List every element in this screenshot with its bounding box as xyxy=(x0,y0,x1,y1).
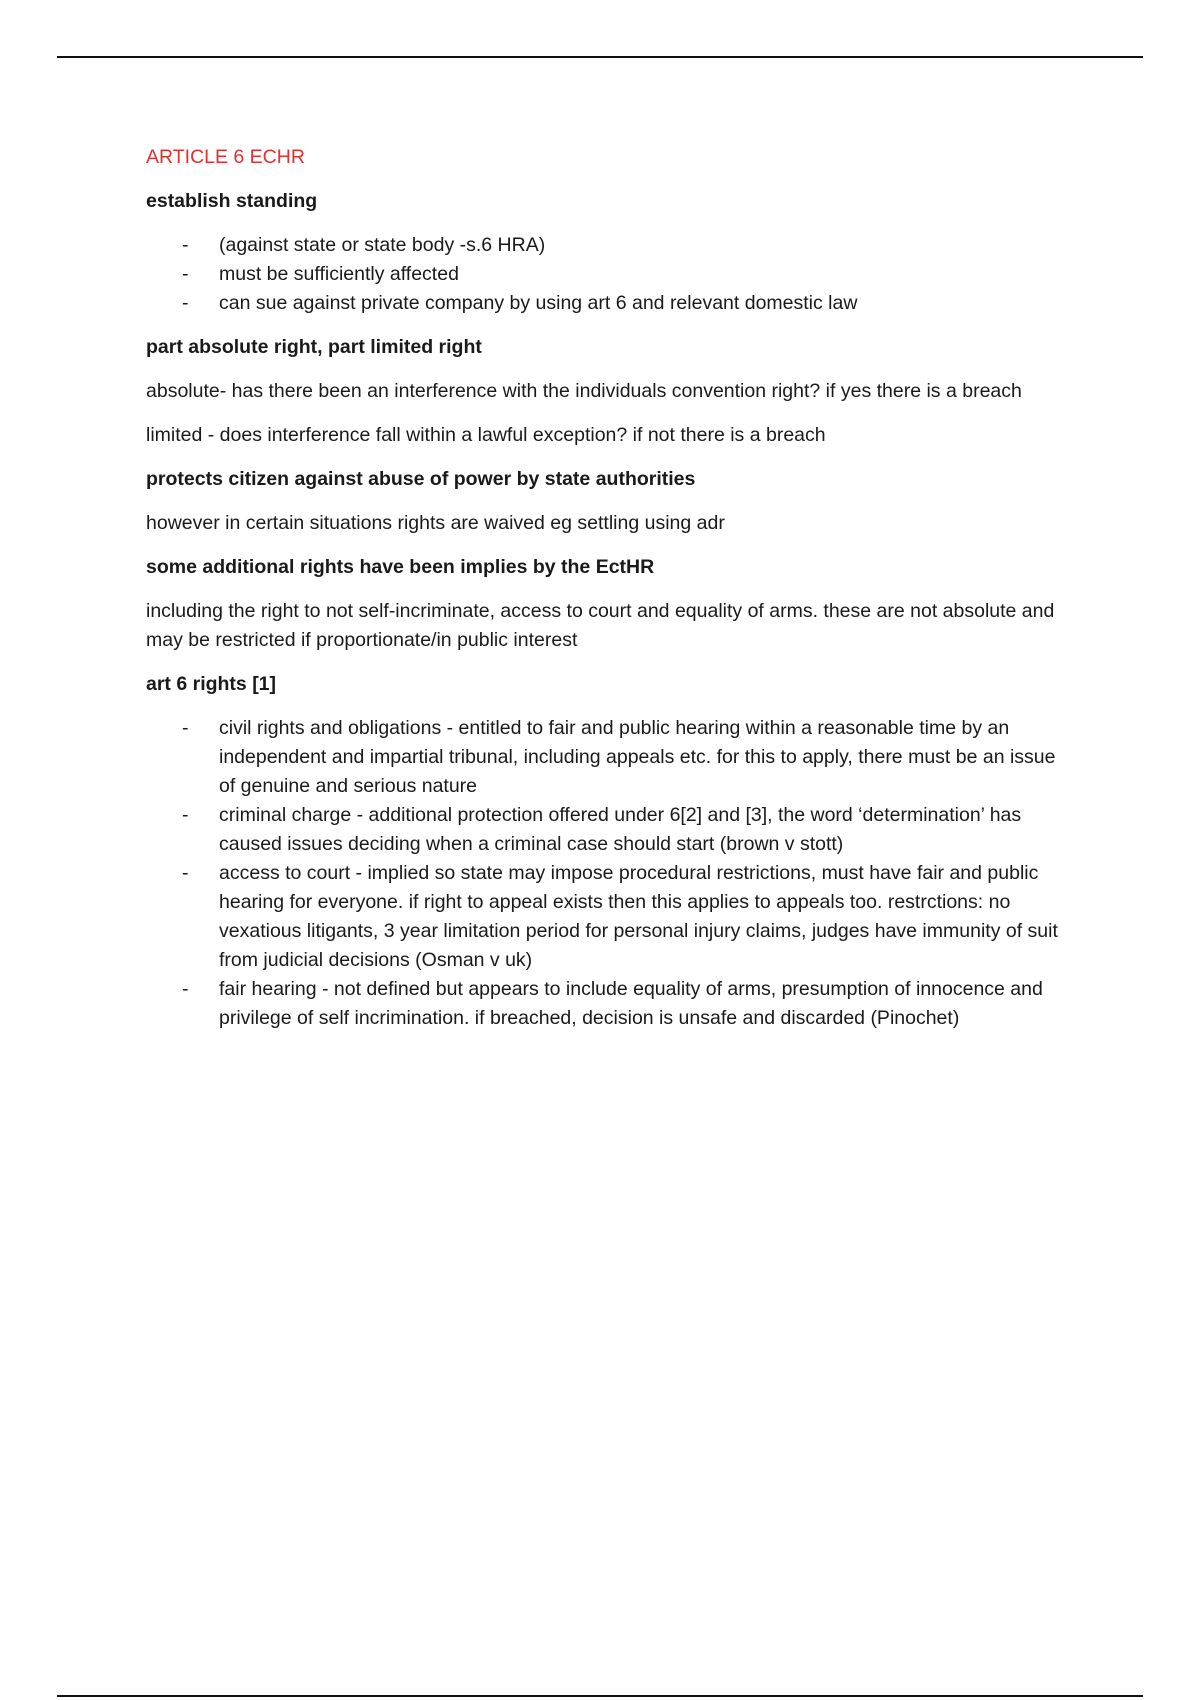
section-heading-additional-rights: some additional rights have been implies by the EctHR xyxy=(146,556,655,578)
section-heading-standing: establish standing xyxy=(146,190,318,212)
bullet-dash: - xyxy=(182,978,189,1000)
bullet-dash: - xyxy=(182,804,189,826)
section-heading-art6-rights: art 6 rights [1] xyxy=(146,673,277,695)
list-item-text: must be sufficiently affected xyxy=(219,263,459,285)
standing-bullet-list xyxy=(146,231,1066,318)
list-item xyxy=(146,714,1066,801)
document-body xyxy=(146,143,1066,1048)
list-item xyxy=(146,289,1066,318)
list-item-text: fair hearing - not defined but appears to include equality of arms, presumption of innocence and privilege of self incrimination. if breached, decision is unsafe and discarded (Pinochet) xyxy=(219,978,1043,1029)
paragraph-waived-rights: however in certain situations rights are waived eg settling using adr xyxy=(146,512,725,534)
section-heading-protects-citizen: protects citizen against abuse of power by state authorities xyxy=(146,468,696,490)
bullet-dash: - xyxy=(182,263,189,285)
list-item xyxy=(146,260,1066,289)
bullet-dash: - xyxy=(182,234,189,256)
list-item xyxy=(146,975,1066,1033)
list-item xyxy=(146,801,1066,859)
paragraph-limited: limited - does interference fall within a lawful exception? if not there is a breach xyxy=(146,424,826,446)
list-item xyxy=(146,231,1066,260)
list-item-text: (against state or state body -s.6 HRA) xyxy=(219,234,546,256)
list-item-text: access to court - implied so state may impose procedural restrictions, must have fair and public hearing for everyone. if right to appeal exists then this applies to appeals too. restrctions: no vexatious litigants, 3 year limitation period for personal injury claims, judges have immunity of suit from judicial decisions (Osman v uk) xyxy=(219,862,1058,971)
art6-rights-list xyxy=(146,714,1066,1033)
paragraph-implied-rights: including the right to not self-incriminate, access to court and equality of arms. these are not absolute and may be restricted if proportionate/in public interest xyxy=(146,600,1055,651)
document-title: ARTICLE 6 ECHR xyxy=(146,146,305,168)
bullet-dash: - xyxy=(182,292,189,314)
bullet-dash: - xyxy=(182,717,189,739)
list-item-text: can sue against private company by using art 6 and relevant domestic law xyxy=(219,292,858,314)
bullet-dash: - xyxy=(182,862,189,884)
list-item-text: criminal charge - additional protection offered under 6[2] and [3], the word ‘determination’ has caused issues deciding when a criminal case should start (brown v stott) xyxy=(219,804,1022,855)
footer-rule xyxy=(57,1695,1143,1697)
section-heading-absolute-limited: part absolute right, part limited right xyxy=(146,336,482,358)
header-rule xyxy=(57,56,1143,58)
paragraph-absolute: absolute- has there been an interference with the individuals convention right? if yes there is a breach xyxy=(146,380,1022,402)
list-item xyxy=(146,859,1066,975)
list-item-text: civil rights and obligations - entitled to fair and public hearing within a reasonable time by an independent and impartial tribunal, including appeals etc. for this to apply, there must be an issue of genuine and serious nature xyxy=(219,717,1056,797)
